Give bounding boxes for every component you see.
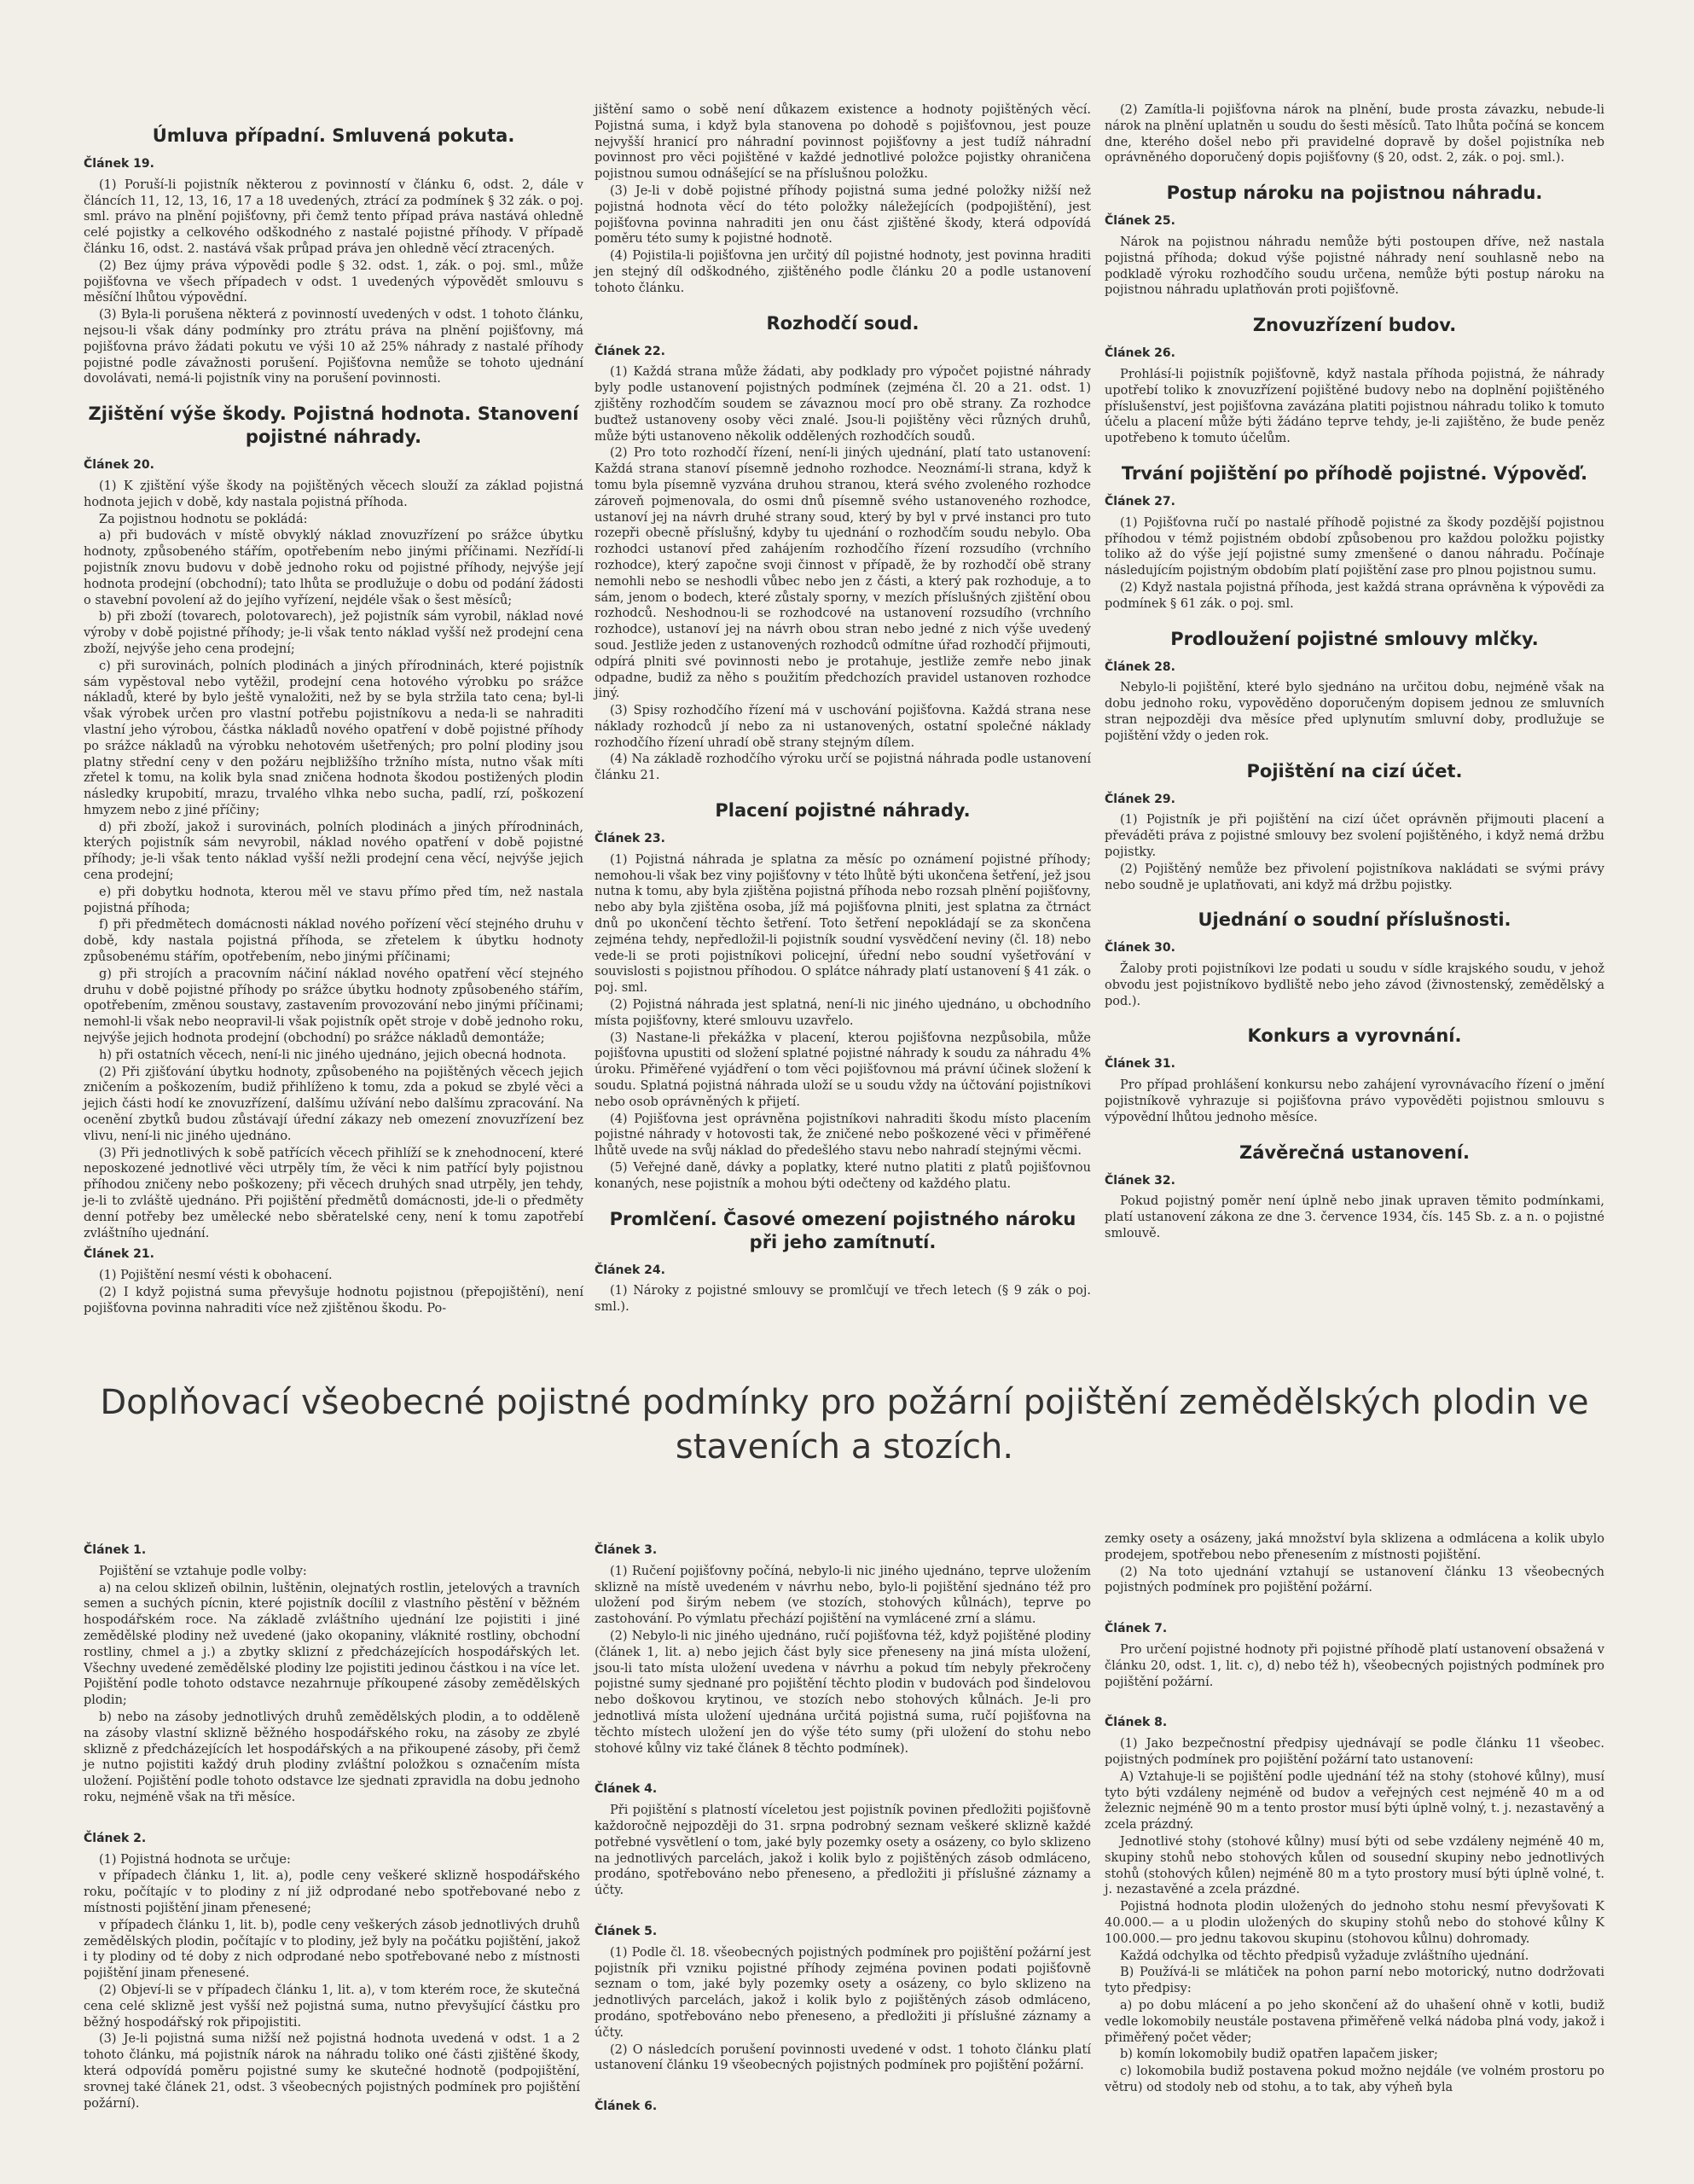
paragraph: (2) Pojistná náhrada jest splatná, není-li nic jiného ujednáno, u obchodního místa pojišťovny, které smlouvu uzavřelo. — [595, 998, 1091, 1028]
article-number: Článek 26. — [1105, 346, 1175, 361]
paragraph: Nárok na pojistnou náhradu nemůže býti postoupen dříve, než nastala pojistná příhoda; dokud výše pojistné náhrady není souhlasně nebo na podkladě výroku rozhodčího soudu určena, nemůže býti postup nároku na pojistnou náhradu uplatňován proti pojišťovně. — [1105, 235, 1604, 298]
paragraph: Každá odchylka od těchto předpisů vyžaduje zvláštního ujednání. — [1120, 1949, 1529, 1963]
bottom-column-1 — [84, 1537, 580, 2112]
paragraph: Za pojistnou hodnotu se pokládá: — [99, 512, 308, 526]
bottom-column-2 — [595, 1537, 1091, 2120]
paragraph: (2) Zamítla-li pojišťovna nárok na plnění, bude prosta závazku, nebude-li nárok na plnění uplatněn u soudu do šesti měsíců. Tato lhůta počíná se koncem dne, kterého došel nebo při pravidelné dopravě by došel pojistníka neb oprávněného doporučený dopis pojišťovny (§ 20, odst. 2, zák. o poj. sml.). — [1105, 103, 1604, 166]
document-title: Doplňovací všeobecné pojistné podmínky pro požární pojištění zemědělských plodin ve stavеních a stozích. — [100, 1383, 1589, 1467]
article-number: Článek 2. — [84, 1831, 147, 1845]
paragraph: (3) Je-li pojistná suma nižší než pojistná hodnota uvedená v odst. 1 a 2 tohoto článku, má pojistník nárok na náhradu toliko oné části zjištěné škody, která odpovídá poměru pojistné sumy ke skutečné hodnotě (podpojištění, srovnej také článek 21, odst. 3 všeobecných pojistných podmínek pro pojištění požární). — [84, 2032, 580, 2111]
article-number: Článek 29. — [1105, 792, 1175, 806]
section-heading: Pojištění na cizí účet. — [1246, 760, 1463, 781]
section-heading: Konkurs a vyrovnání. — [1247, 1025, 1462, 1047]
article-number: Článek 4. — [595, 1782, 658, 1797]
article-number: Článek 3. — [595, 1543, 658, 1557]
article-number: Článek 5. — [595, 1924, 658, 1938]
bottom-column-3 — [1105, 1531, 1604, 2097]
article-number: Článek 28. — [1105, 659, 1175, 674]
paragraph: (1) Pojišťovna ručí po nastalé příhodě pojistné za škody pozdější pojistnou příhodou v témž pojistném období způsobenou pro každou položku pojistky toliko až do výše její pojistné sumy zmenšené o danou náhradu. Počínaje následujícím pojistným obdobím platí pojištění zase pro plnou pojistnou sumu. — [1105, 515, 1604, 578]
paragraph: b) nebo na zásoby jednotlivých druhů zemědělských plodin, a to odděleně na zásoby vlastní sklizně běžného hospodářského roku, na zásoby ze zbylé sklizně z předcházejících let hospodářských a na přikoupené zásoby, při čemž je nutno pojistiti každý druh plodiny zvláštní položkou s označením místa uložení. Pojištění podle tohoto odstavce lze sjednati zpravidla na dobu jednoho roku, nejméně však na tři měsíce. — [84, 1710, 580, 1804]
paragraph: (2) Když nastala pojistná příhoda, jest každá strana oprávněna k výpovědi za podmínek § 61 zák. o poj. sml. — [1105, 580, 1604, 611]
paragraph: c) při surovinách, polních plodinách a jiných přírodninách, které pojistník sám vypěstoval nebo vytěžil, prodejní cena hotového výrobku po srážce nákladů, které by bylo ještě vynaložiti, než by se byla stržila tato cena; byl-li však výrobek určen pro vlastní potřebu pojistníkovu a neda-li se nahraditi vlastní jeho výrobou, částka nákladů nového opatření v době pojistné příhody po srážce nákladů na výrobku nehotovém ušetřených; pro polní plodiny jsou platny střední ceny v den požáru nejbližšího tržního místa, nutno však míti zřetel k tomu, na kolik byla snad zničena hodnota škodou postižených plodin následky krupobití, mrazu, trvalého vlhka nebo sucha, padlí, rzí, poškození hmyzem nebo z jiné příčiny; — [84, 659, 583, 817]
paragraph: (2) O následcích porušení povinnosti uvedené v odst. 1 tohoto článku platí ustanovení článku 19 všeobecných pojistných podmínek pro pojištění požární. — [595, 2042, 1091, 2073]
article-number: Článek 6. — [595, 2100, 658, 2114]
section-heading: Trvání pojištění po příhodě pojistné. Výpověď. — [1121, 462, 1588, 484]
paragraph: b) při zboží (tovarech, polotovarech), jež pojistník sám vyrobil, náklad nové výroby v době pojistné příhody; je-li však tento náklad vyšší než prodejní cena zboží, nejvýše jeho cena prodejní; — [84, 610, 583, 656]
section-heading: Rozhodčí soud. — [766, 312, 920, 334]
paragraph: (1) Podle čl. 18. všeobecných pojistných podmínek pro pojištění požární jest pojistník při vzniku pojistné příhody zejména povinen podati pojišťovně seznam o tom, jaké byly pozemky osety a osázeny, co bylo sklizeno na jednotlivých parcelách, jakož i kolik bylo z pojištěných zásob odmláceno, prodáno, spotřebováno nebo přeneseno, a předložiti ji příslušné záznamy a účty. — [595, 1945, 1091, 2040]
paragraph: (1) Ručení pojišťovny počíná, nebylo-li nic jiného ujednáno, teprve uložením sklizně na místě uvedeném v návrhu nebo, bylo-li pojištění sjednáno též pro uložení pod širým nebem (ve stozích, stohových kůlnách), teprve po zastohování. Po výmlatu přechází pojištění na vymlácené zrní a slámu. — [595, 1564, 1091, 1627]
paragraph: v případech článku 1, lit. b), podle ceny veškerých zásob jednotlivých druhů zemědělských plodin, počítajíc v to plodiny, jež byly na počátku pojištění, jakož i ty plodiny od té doby z nich odprodané nebo spotřebované nebo z místnosti pojištění jinam přenesené. — [84, 1918, 580, 1981]
paragraph: Jednotlivé stohy (stohové kůlny) musí býti od sebe vzdáleny nejméně 40 m, skupiny stohů nebo stohových kůlen od sousední skupiny nebo jednotlivých stohů (stohových kůlen) nejméně 80 m a tyto prostory musí býti úplně volné, t. j. nezastavěné a zcela prázdné. — [1105, 1834, 1604, 1897]
paragraph: (1) Pojistná náhrada je splatna za měsíc po oznámení pojistné příhody; nemohou-li však bez viny pojišťovny v této lhůtě býti ukončena šetření, jež jsou nutna k tomu, aby byla zjištěna pojistná příhoda nebo rozsah plnění pojišťovny, nebo aby byla zjištěna osoba, jíž má pojišťovna plniti, jest splatna za čtrnáct dnů po ukončení těchto šetření. Toto šetření nepokládají se za skončena zejména tehdy, nepředložil-li pojistník soudní vysvědčení neviny (čl. 18) nebo vede-li se proti pojistníkovi policejní, úřední nebo soudní vyšetřování v souvislosti s pojistnou příhodou. O splátce náhrady platí ustanovení § 41 zák. o poj. sml. — [595, 852, 1091, 996]
article-number: Článek 30. — [1105, 941, 1175, 956]
section-heading: Prodloužení pojistné smlouvy mlčky. — [1170, 628, 1539, 649]
paragraph: (2) I když pojistná suma převyšuje hodnotu pojistnou (přepojištění), není pojišťovna povinna nahraditi více než zjištěnou škodu. Po- — [84, 1286, 583, 1316]
section-heading: Závěrečná ustanovení. — [1239, 1141, 1470, 1163]
paragraph: (2) Pro toto rozhodčí řízení, není-li jiných ujednání, platí tato ustanovení: Každá strana stanoví písemně jednoho rozhodce. Neoznámí-li strana, když k tomu byla písemně vyzvána druhou stranou, která svého zvoleného rozhodce zároveň pojmenovala, do osmi dnů písemně svého ustanoveného rozhodce, ustanoví jej na návrh druhé strany soud, který by byl v prvé instanci pro tuto rozepři obecně příslušný, kdyby tu ujednání o rozhodčím soudu nebylo. Oba rozhodci ustanoví před zahájením rozhodčího řízení rozsudího (vrchního rozhodce), který započne svoji činnost v případě, že by rozhodčí obě strany nemohli nebo se neshodli vůbec nebo jen z části, a který pak rozhoduje, a to sám, jenom o bodech, které zůstaly sporny, v mezích příslušných zjištění obou rozhodců. Neshodnou-li se rozhodcové na ustanovení rozsudího (vrchního rozhodce), ustanoví jej na návrh obou stran nebo jedné z nich výše uvedený soud. Jestliže jeden z ustanovených rozhodců odmítne úřad rozhodčí přijmouti, odpírá plniti své povinnosti nebo je protahuje, jestliže zemře nebo jinak odpadne, budiž za něho s použitím předchozích pravidel ustanoven rozhodce jiný. — [595, 446, 1091, 701]
paragraph: Prohlásí-li pojistník pojišťovně, když nastala příhoda pojistná, že náhrady upotřebí toliko k znovuzřízení pojištěné budovy nebo na doplnění pojištěného příslušenství, jest pojišťovna zavázána platiti pojistnou náhradu toliko k tomuto účelu a placení může býti žádáno teprve tehdy, je-li zajištěno, že bude peněz upotřebeno k tomuto účelům. — [1105, 367, 1604, 446]
paragraph: (1) Nároky z pojistné smlouvy se promlčují ve třech letech (§ 9 zák o poj. sml.). — [595, 1284, 1091, 1315]
section-heading: Ujednání o soudní příslušnosti. — [1198, 909, 1511, 931]
paragraph: (1) Pojištění nesmí vésti k obohacení. — [99, 1269, 333, 1283]
paragraph: (1) Pojistná hodnota se určuje: — [99, 1852, 291, 1867]
paragraph: (2) Nebylo-li nic jiného ujednáno, ručí pojišťovna též, když pojištěné plodiny (článek 1, lit. a) nebo jejich část byly sice přeneseny na jiná místa uložení, jsou-li tato místa uložení uvedena v návrhu a pokud tím nebyly překročeny pojistné sumy sjednané pro pojištění těchto plodin v budovách pod šindelovou nebo doškovou krytinou, ve stozích nebo stohových kůlnách. Je-li pro jednotlivá místa uložení ujednána určitá pojistná suma, ručí pojišťovna na těchto místech uložení jen do výše této sumy (při uložení do stohu nebo stohové kůlny viz také článek 8 těchto podmínek). — [595, 1629, 1091, 1756]
paragraph: zemky osety a osázeny, jaká množství byla sklizena a odmlácena a kolik ubylo prodejem, spotřebou nebo přenesením z místnosti pojištění. — [1105, 1532, 1604, 1562]
paragraph: (4) Pojistila-li pojišťovna jen určitý díl pojistné hodnoty, jest povinna hraditi jen stejný díl odškodného, zjištěného podle článku 20 a podle ustanovení tohoto článku. — [595, 249, 1091, 295]
section-heading: Postup nároku na pojistnou náhradu. — [1166, 183, 1543, 204]
top-column-1 — [84, 109, 583, 1318]
paragraph: a) na celou sklizeň obilnin, luštěnin, olejnatých rostlin, jetelových a travních semen a suchých pícnin, které pojistník docílil z vlastního pěstění v běžném hospodářském roce. Na základě zvláštního ujednání lze pojistiti i jiné zemědělské plodiny než uvedené (jako okopaniny, vláknité rostliny, obchodní rostliny, chmel a j.) a zbytky sklizní z předcházejících hospodářských let. Všechny uvedené zemědělské plodiny lze pojistiti jedinou částkou i na více let. Pojištění podle tohoto odstavce nezahrnuje příkoupené zásoby zemědělských plodin; — [84, 1581, 580, 1708]
paragraph: (1) Pojistník je při pojištění na cizí účet oprávněn přijmouti placení a převáděti práva z pojistné smlouvy bez svolení pojištěného, i když nemá držbu pojistky. — [1105, 813, 1604, 859]
paragraph: B) Používá-li se mlátiček na pohon parní nebo motorický, nutno dodržovati tyto předpisy: — [1105, 1966, 1604, 1996]
paragraph: (3) Byla-li porušena některá z povinností uvedených v odst. 1 tohoto článku, nejsou-li však dány podmínky pro ztrátu práva na plnění pojišťovny, má pojišťovna právo žádati pokutu ve výši 10 až 25% náhrady z nastalé příhody pojistné podle závažnosti porušení. Pojišťovna nemůže se tohoto ujednání dovolávati, nemá-li pojistník viny na porušení povinnosti. — [84, 308, 583, 386]
article-number: Článek 1. — [84, 1543, 147, 1557]
article-number: Článek 23. — [595, 832, 665, 846]
paragraph: (3) Při jednotlivých k sobě patřících věcech přihlíží se k znehodnocení, které neposkozené jednotlivé věci utrpěly tím, že věci k nim patřící byly pojistnou příhodou zničeny nebo poškozeny; při věcech druhých snad utrpěly, jen tehdy, je-li to zvláště ujednáno. Při pojištění předmětů domácnosti, jde-li o předměty denní potřeby bez umělecké nebo sběratelské ceny, není k tomu zapotřebí zvláštního ujednání. — [84, 1146, 583, 1240]
paragraph: v případech článku 1, lit. a), podle ceny veškeré sklizně hospodářského roku, počítajíc v to plodiny z ní již odprodané nebo spotřebované nebo z místnosti pojištění jinam přenesené; — [84, 1869, 580, 1915]
paragraph: Pro určení pojistné hodnoty při pojistné příhodě platí ustanovení obsažená v článku 20, odst. 1, lit. c), d) nebo též h), všeobecných pojistných podmínek pro pojištění požární. — [1105, 1642, 1604, 1689]
article-number: Článek 32. — [1105, 1173, 1175, 1188]
paragraph: (3) Je-li v době pojistné příhody pojistná suma jedné položky nižší než pojistná hodnota věcí do této položky náležejících (podpojištění), jest pojišťovna povinna nahraditi jen onu část zjištěné škody, která odpovídá poměru této sumy k pojistné hodnotě. — [595, 183, 1091, 247]
paragraph: (2) Při zjišťování úbytku hodnoty, způsobeného na pojištěných věcech jejich zničením a poškozením, budiž přihlíženo k tomu, zda a pokud se zbylé věci a jejich části hodí ke znovuzřízení, dalšímu užívání nebo dalšímu zpracování. Na ocenění zbytků budou zůstávají úřední zákazy neb omezení znovuzřízení bez vlivu, není-li nic jiného ujednáno. — [84, 1065, 583, 1143]
paragraph: (1) Každá strana může žádati, aby podklady pro výpočet pojistné náhrady byly podle ustanovení pojistných podmínek (zejména čl. 20 a 21. odst. 1) zjištěny rozhodčím soudem se závaznou mocí pro obě strany. Za rozhodce buďtež ustanoveny osoby věci znalé. Jsou-li pojištěny věci různých druhů, může býti ustanoveno několik oddělených rozhodčích soudů. — [595, 365, 1091, 444]
paragraph: e) při dobytku hodnota, kterou měl ve stavu přímo před tím, než nastala pojistná příhoda; — [84, 885, 583, 915]
paragraph: (5) Veřejné daně, dávky a poplatky, které nutno platiti z platů pojišťovnou konaných, nese pojistník a mohou býti odečteny od každého platu. — [595, 1161, 1091, 1191]
paragraph: Pro případ prohlášení konkursu nebo zahájení vyrovnávacího řízení o jmění pojistníkově vyhrazuje si pojišťovna právo vypověděti pojistnou smlouvu s výpovědní lhůtou jednoho měsíce. — [1105, 1078, 1604, 1124]
paragraph: Nebylo-li pojištění, které bylo sjednáno na určitou dobu, nejméně však na dobu jednoho roku, vypověděno doporučeným dopisem jednou ze smluvních stran nejpozději dva měsíce před uplynutím smluvní doby, prodlužuje se pojištění vždy o jeden rok. — [1105, 681, 1604, 743]
paragraph: Při pojištění s platností víceletou jest pojistník povinen předložiti pojišťovně každoročně nejpozději do 31. srpna podrobný seznam veškeré sklizně každé potřebné vysvětlení o tom, jaké byly pozemky osety a osázeny, co bylo sklizeno na jednotlivých parcelách, jakož i kolik bylo z pojištěných zásob odmláceno, prodáno, spotřebováno nebo přeneseno, a předložiti ji příslušné záznamy a účty. — [595, 1804, 1091, 1898]
section-heading: Placení pojistné náhrady. — [715, 800, 971, 822]
paragraph: (3) Nastane-li překážka v placení, kterou pojišťovna nezpůsobila, může pojišťovna upustiti od složení splatné pojistné náhrady k soudu za náhradu 4% úroku. Přiměřené vyjádření o tom věci pojišťovnou má právní účinek složení k soudu. Splatná pojistná náhrada uloží se u soudu vždy na účtování pojistníkovi nebo osob oprávněných k přijetí. — [595, 1031, 1091, 1109]
paragraph: f) při předmětech domácnosti náklad nového pořízení věcí stejného druhu v době, kdy nastala pojistná příhoda, se zřetelem k úbytku hodnoty způsobenému stářím, opotřebením, nebo jinými příčinami; — [84, 918, 583, 965]
article-number: Článek 25. — [1105, 214, 1175, 229]
paragraph: h) při ostatních věcech, není-li nic jiného ujednáno, jejich obecná hodnota. — [99, 1048, 566, 1062]
section-heading: Zjištění výše škody. Pojistná hodnota. Stanovení pojistné náhrady. — [88, 404, 579, 448]
article-number: Článek 31. — [1105, 1057, 1175, 1072]
paragraph: (2) Bez újmy práva výpovědi podle § 32. odst. 1, zák. o poj. sml., může pojišťovna ve všech případech v odst. 1 uvedených výpovědět smlouvu s měsíční lhůtou výpovědní. — [84, 258, 583, 305]
paragraph: (1) Poruší-li pojistník některou z povinností v článku 6, odst. 2, dále v článcích 11, 12, 13, 16, 17 a 18 uvedených, ztrácí za podmínek § 32 zák. o poj. sml. právo na plnění pojišťovny, při čemž tento případ práva nastává ohledně celé pojistky a celkového odškodného z nastalé pojistné příhody. V případě článku 16, odst. 2. nastává však průpad práva jen ohledně věcí ztracených. — [84, 177, 583, 256]
paragraph: A) Vztahuje-li se pojištění podle ujednání též na stohy (stohové kůlny), musí tyto býti vzdáleny nejméně od budov a veřejných cest nejméně 40 m a od železnic nejméně 90 m a tento prostor musí býti úplně volný, t. j. nezastavěný a zcela prázdný. — [1105, 1769, 1604, 1833]
paragraph: (4) Na základě rozhodčího výroku určí se pojistná náhrada podle ustanovení článku 21. — [595, 752, 1091, 783]
paragraph: Pojistná hodnota plodin uložených do jednoho stohu nesmí převyšovati K 40.000.— a u plodin uložených do skupiny stohů nebo do stohové kůlny K 100.000.— pro jednu takovou skupinu (stohovou kůlnu) dohromady. — [1105, 1900, 1604, 1946]
paragraph: (1) Jako bezpečnostní předpisy ujednávají se podle článku 11 všeobec. pojistných podmínek pro pojištění požární tato ustanovení: — [1105, 1737, 1604, 1767]
section-heading: Znovuzřízení budov. — [1252, 315, 1457, 336]
top-column-2 — [595, 102, 1091, 1316]
section-heading: Úmluva případní. Smluvená pokuta. — [152, 125, 515, 146]
paragraph: (2) Objeví-li se v případech článku 1, lit. a), v tom kterém roce, že skutečná cena celé sklizně jest vyšší než pojistná suma, nutno převyšující částku pro běžný hospodářský rok připojistiti. — [84, 1983, 580, 2030]
paragraph: g) při strojích a pracovním náčiní náklad nového opatření věcí stejného druhu v době pojistné příhody po srážce úbytku hodnoty způsobeného stářím, opotřebením, změnou soustavy, zastavením provozování nebo jinými příčinami; nemohl-li však nebo neopravil-li však pojistník opět stroje v době jednoho roku, nejvýše jejich hodnota prodejní (obchodní) po srážce nákladů demontáže; — [84, 967, 583, 1046]
paragraph: (2) Pojištěný nemůže bez přivolení pojistníkova nakládati se svými právy nebo soudně je uplatňovati, ani když má držbu pojistky. — [1105, 862, 1604, 892]
article-number: Článek 27. — [1105, 494, 1175, 508]
paragraph: Pokud pojistný poměr není úplně nebo jinak upraven těmito podmínkami, platí ustanovení zákona ze dne 3. července 1934, čís. 145 Sb. z. a n. o pojistné smlouvě. — [1105, 1194, 1604, 1241]
article-number: Článek 20. — [84, 458, 154, 473]
section-heading: Promlčení. Časové omezení pojistného nároku při jeho zamítnutí. — [609, 1208, 1076, 1252]
paragraph: jištění samo o sobě není důkazem existence a hodnoty pojištěných věcí. Pojistná suma, i když byla stanovena po dohodě s pojišťovnou, jest pouze nejvyšší hranicí pro náhradní povinnost pojišťovny a jest tudíž náhradní povinnost pro věci pojištěné v každé jednotlivé položce pojistky ohraničena pojistnou sumou odnášející se na příslušnou položku. — [595, 103, 1091, 182]
article-number: Článek 24. — [595, 1263, 665, 1277]
paragraph: (1) K zjištění výše škody na pojištěných věcech slouží za základ pojistná hodnota jejich v době, kdy nastala pojistná příhoda. — [84, 479, 583, 509]
paragraph: c) lokomobila budiž postavena pokud možno nejdále (ve volném prostoru po větru) od stodoly neb od stohu, a to tak, aby výheň byla — [1105, 2065, 1604, 2094]
article-number: Článek 22. — [595, 344, 665, 358]
paragraph: a) při budovách v místě obvyklý náklad znovuzřízení po srážce úbytku hodnoty, způsobeného stářím, opotřebením nebo jinými příčinami. Nezřídí-li pojistník znovu budovu v době jednoho roku od pojistné příhody, nejvýše její hodnota prodejní (obchodní); tato lhůta se prodlužuje o dobu od podání žádosti o stavební povolení až do jejího vyřízení, nejdéle však o šest měsíců; — [84, 529, 583, 607]
article-number: Článek 7. — [1105, 1622, 1168, 1636]
paragraph: (4) Pojišťovna jest oprávněna pojistníkovi nahraditi škodu místo placením pojistné náhrady v hotovosti tak, že zničené nebo poškozené věci v přiměřené lhůtě uvede na svůj náklad do předešlého stavu nebo nahradí stejnými věcmi. — [595, 1112, 1091, 1159]
paragraph: a) po dobu mlácení a po jeho skončení až do uhašení ohně v kotli, budiž vedle lokomobily neustále postavena přiměřeně velká nádoba plná vody, jakož i přiměřený počet věder; — [1105, 1998, 1604, 2045]
article-number: Článek 19. — [84, 157, 154, 171]
top-column-3 — [1105, 102, 1604, 1243]
paragraph: (3) Spisy rozhodčího řízení má v uschování pojišťovna. Každá strana nese náklady rozhodců jí nebo za ni ustanovených, ostatní společné náklady rozhodčího řízení uhradí obě strany stejným dílem. — [595, 704, 1091, 750]
article-number: Článek 8. — [1105, 1716, 1168, 1730]
paragraph: Žaloby proti pojistníkovi lze podati u soudu v sídle krajského soudu, v jehož obvodu jest pojistníkovo bydliště nebo jeho závod (živnostenský, zemědělský a pod.). — [1105, 962, 1604, 1008]
paragraph: Pojištění se vztahuje podle volby: — [99, 1564, 307, 1578]
article-number: Článek 21. — [84, 1247, 154, 1262]
paragraph: (2) Na toto ujednání vztahují se ustanovení článku 13 všeobecných pojistných podmínek pro pojištění požární. — [1105, 1565, 1604, 1595]
paragraph: b) komín lokomobily budiž opatřen lapačem jisker; — [1120, 2048, 1438, 2062]
paragraph: d) při zboží, jakož i surovinách, polních plodinách a jiných přírodninách, kterých pojistník sám nevyrobil, náklad nového opatření v době pojistné příhody; je-li však tento náklad vyšší nežli prodejní cena věcí, nejvýše jejich cena prodejní; — [84, 820, 583, 883]
